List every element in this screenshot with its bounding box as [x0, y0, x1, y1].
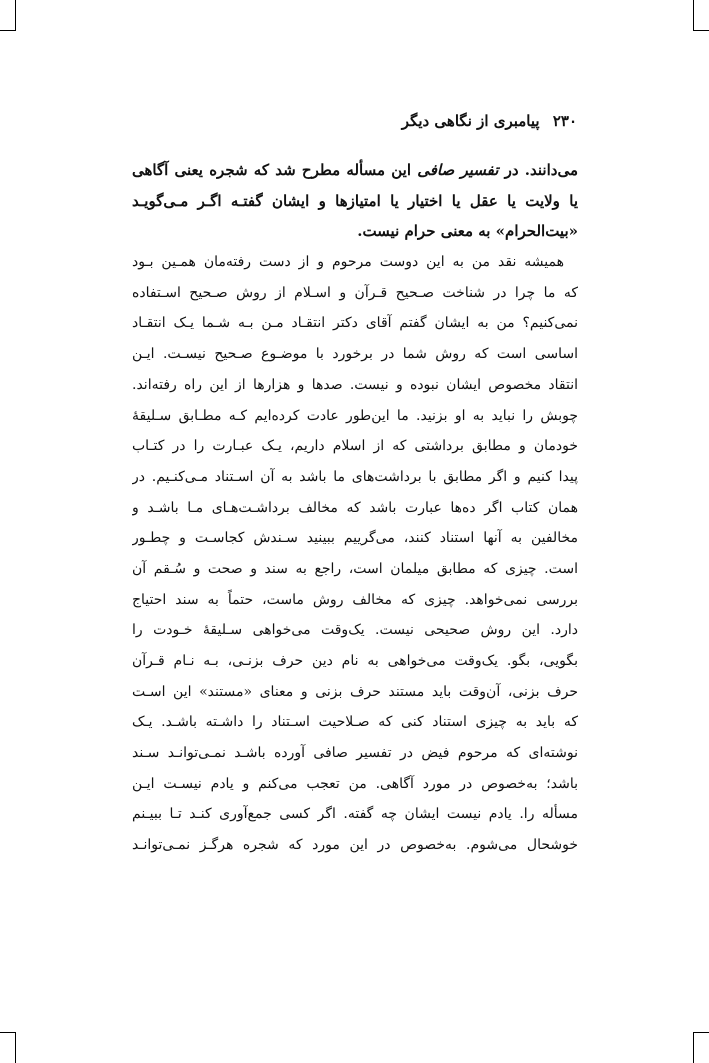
text-line: خودمان و مطابق برداشتی که از اسلام داریم، یـک عبـارت را در کتـاب — [132, 438, 578, 455]
text-line: پیدا کنیم و اگر مطابق با برداشت‌های ما باشد به آن اسـتناد مـی‌کنـیم. در — [132, 468, 578, 485]
crop-mark-top-left-horizontal — [0, 30, 16, 31]
crop-mark-top-right-horizontal — [693, 30, 709, 31]
text-line: بگویی، بگو. یک‌وقت می‌خواهی به نام دین حرف بزنـی، بـه نـام قـرآن — [132, 653, 578, 669]
book-title: پیامبری از نگاهی دیگر — [401, 112, 540, 130]
text-line: انتقاد مخصوص ایشان نبوده و نیست. صدها و هزارها از این راه رفته‌اند. — [132, 376, 578, 393]
text-line: نمی‌کنیم؟ من به ایشان گفتم آقای دکتر انتقـاد مـن بـه شـما یـک انتقـاد — [132, 315, 578, 332]
text-line: باشد؛ به‌خصوص در مورد آگاهی. من تعجب می‌کنم و یادم نیسـت ایـن — [132, 775, 578, 792]
text-line: همان کتاب اگر ده‌ها عبارت باشد که مخالف برداشـت‌هـای مـا باشـد و — [132, 499, 578, 516]
crop-mark-bottom-right-horizontal — [693, 1032, 709, 1033]
crop-mark-bottom-left-vertical — [15, 1033, 16, 1063]
text-line: خوشحال می‌شوم. به‌خصوص در این مورد که شجره هرگـز نمـی‌توانـد — [132, 837, 578, 854]
text-line: همیشه نقد من به این دوست مرحوم و از دست رفته‌مان همـین بـود — [132, 254, 564, 271]
text-line: یا ولایت یا عقل یا اختیار یا امتیازها و ایشان گفتـه اگـر مـی‌گویـد — [132, 191, 578, 210]
body-text — [132, 155, 578, 861]
text-line: بررسی نمی‌خواهد. چیزی که مخالف روش ماست، حتماً به سند احتیاج — [132, 591, 578, 608]
text-line: «بیت‌الحرام» به معنی حرام نیست. — [357, 222, 578, 241]
text-line: حرف بزنی، آن‌وقت باید مستند حرف بزنی و معنای «مستند» این اسـت — [132, 683, 578, 700]
page-number: ۲۳۰ — [552, 112, 577, 130]
text-line: نوشته‌ای که مرحوم فیض در تفسیر صافی آورده باشـد نمـی‌توانـد سـند — [132, 745, 578, 762]
crop-mark-top-left-vertical — [15, 0, 16, 30]
text-line: چوبش را نباید به او بزنید. ما این‌طور عادت کرده‌ایم کـه مطـابق سـلیقهٔ — [132, 407, 578, 424]
crop-mark-top-right-vertical — [693, 0, 694, 30]
text-line: که ما چرا در شناخت صـحیح قـرآن و اسـلام از روش صـحیح اسـتفاده — [132, 284, 578, 301]
emphasized-title: تفسیر صافی — [417, 161, 499, 179]
text-line: می‌دانند. در تفسیر صافی این مسأله مطرح شد که شجره یعنی آگاهی — [132, 161, 578, 179]
text-line: دارد. این روش صحیحی نیست. یک‌وقت می‌خواهی سـلیقهٔ خـودت را — [132, 622, 578, 639]
text-line: مسأله را. یادم نیست ایشان چه گفته. اگر کسی جمع‌آوری کنـد تـا ببیـنم — [132, 806, 578, 823]
text-line: مخالفین به آنها استناد کنند، می‌گرییم ببینید سـندش کجاسـت و چطـور — [132, 530, 578, 547]
running-header — [402, 112, 577, 130]
crop-mark-bottom-right-vertical — [693, 1033, 694, 1063]
text-line: که باید به چیزی استناد کنی که صـلاحیت اسـتناد را داشـته باشـد. یـک — [132, 714, 578, 731]
crop-mark-bottom-left-horizontal — [0, 1032, 16, 1033]
text-line: است. چیزی که مطابق میلمان است، راجع به سند و صحت و سُـقم آن — [132, 560, 578, 577]
text-line: اساسی است که روش شما در برخورد با موضـوع صـحیح نیسـت. ایـن — [132, 346, 578, 363]
